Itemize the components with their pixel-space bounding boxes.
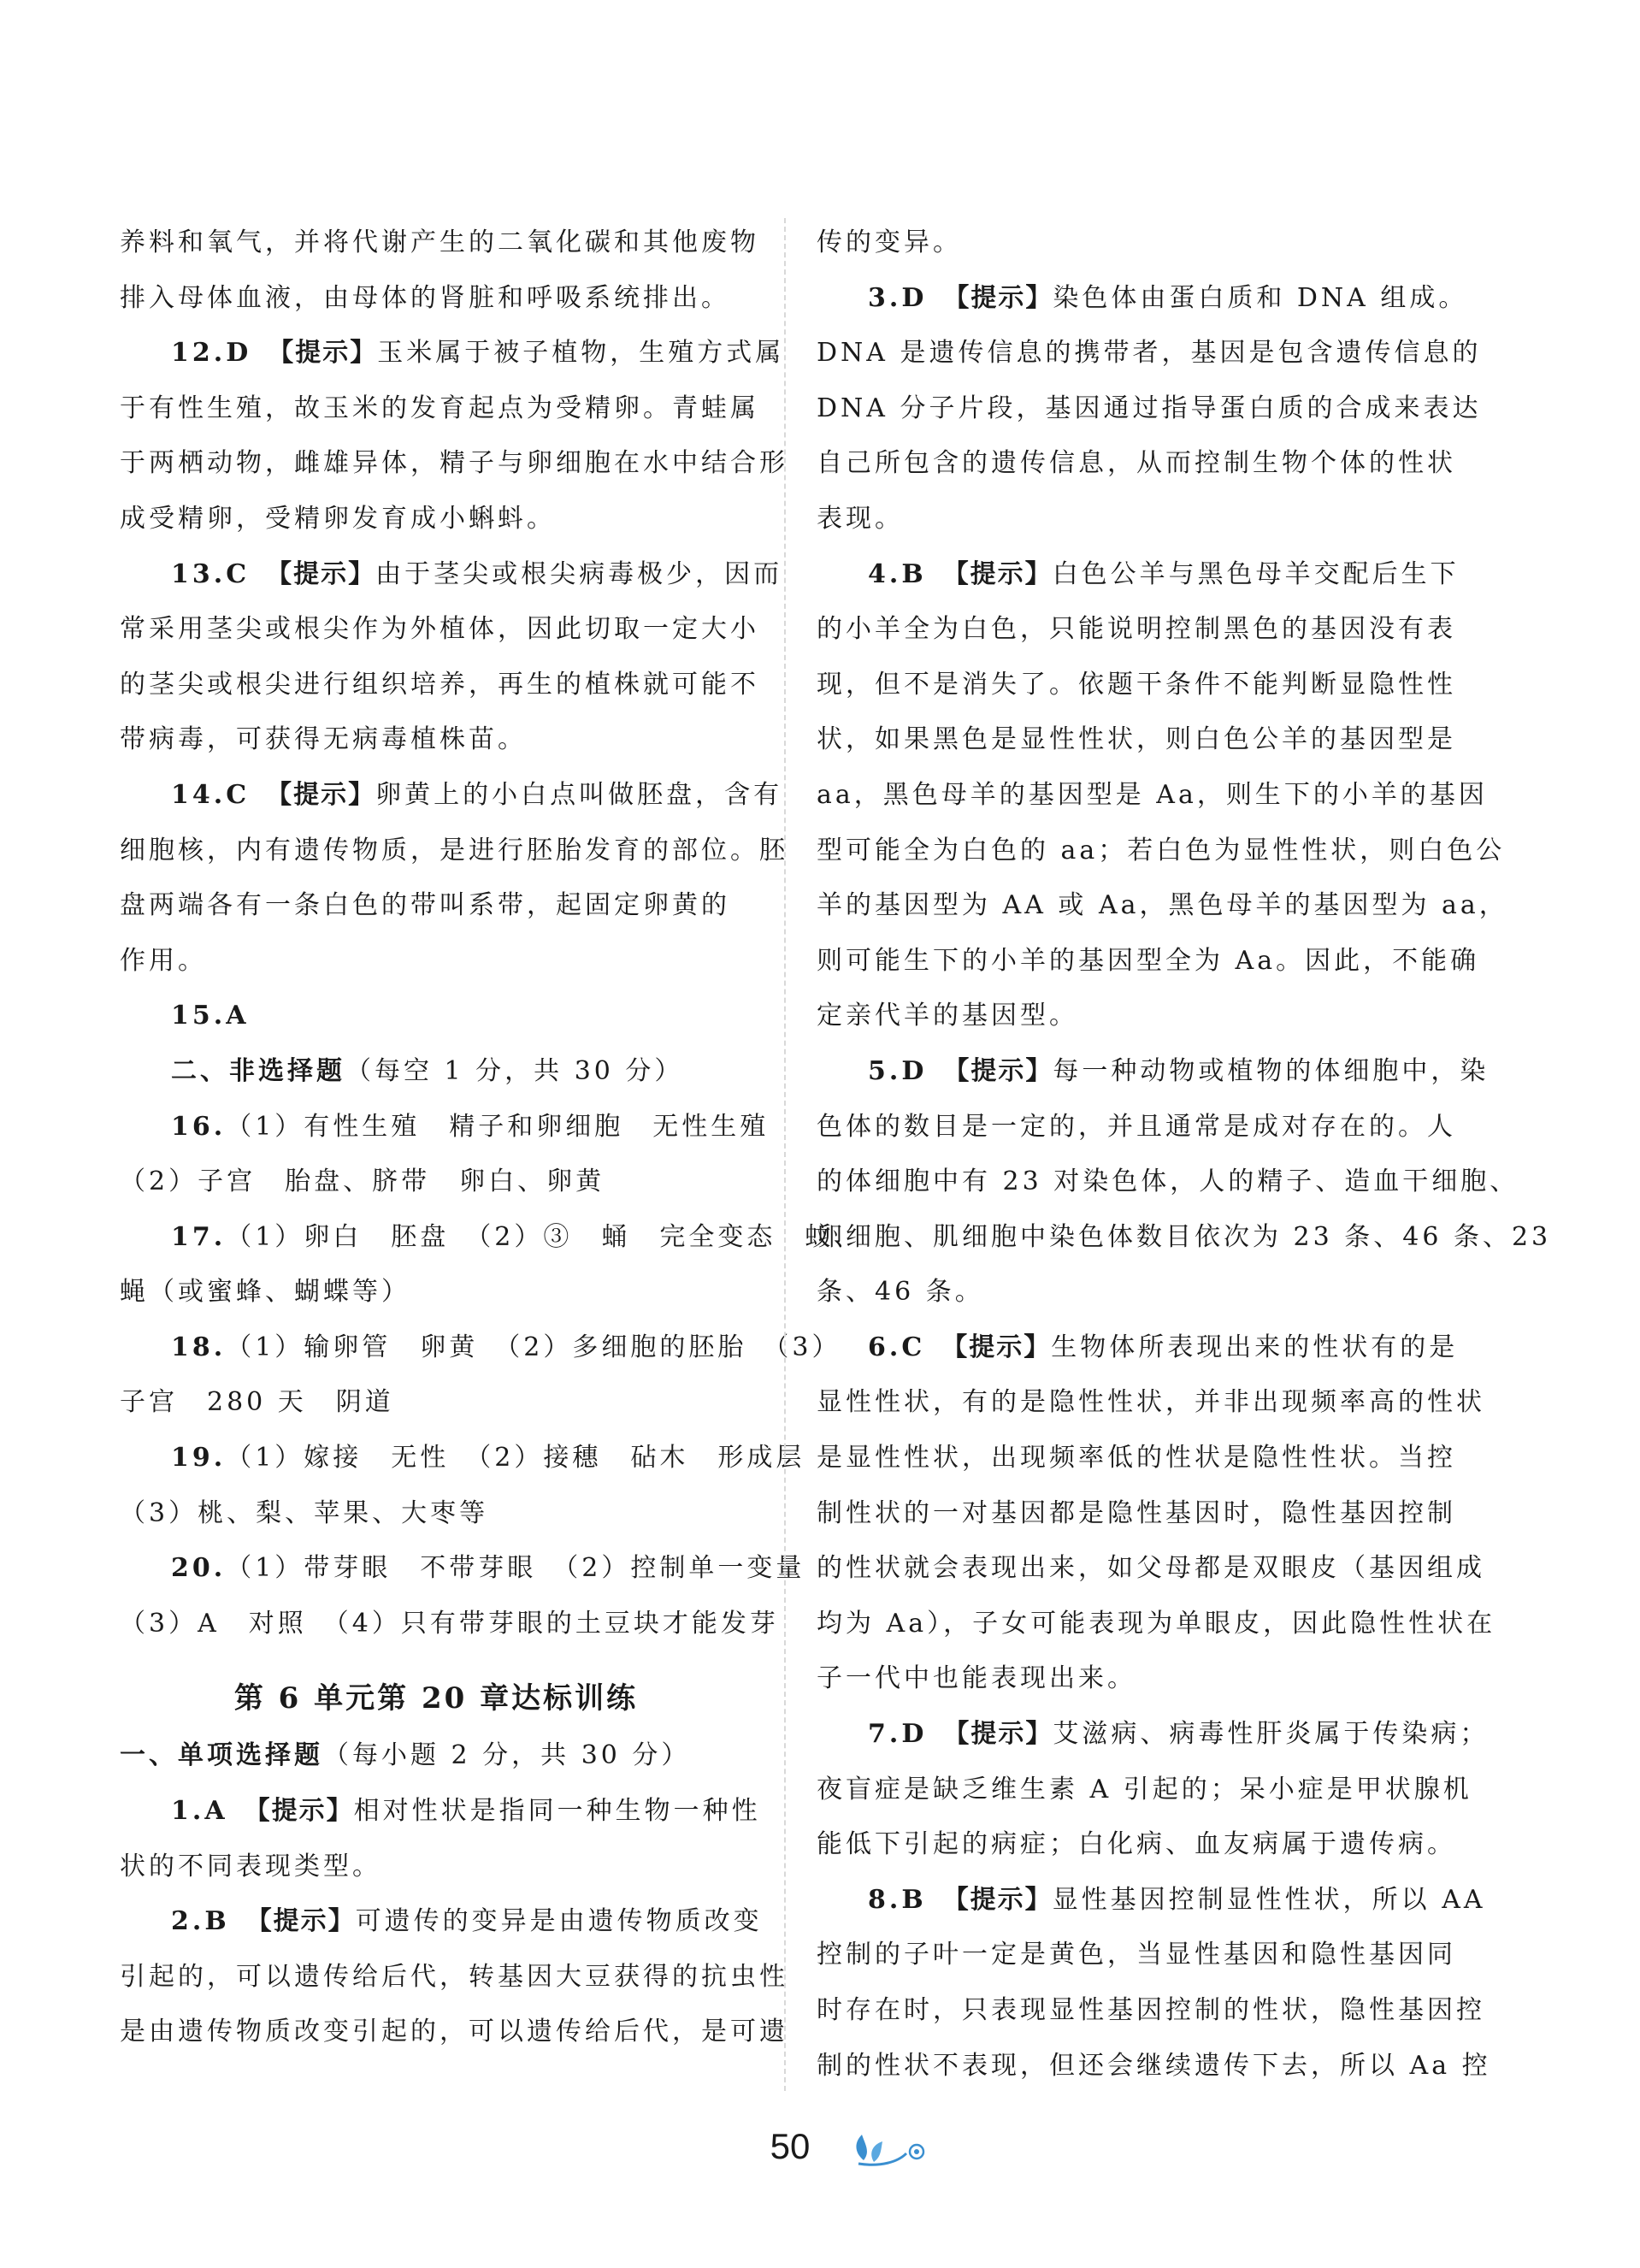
line-text: 盘两端各有一条白色的带叫系带，起固定卵黄的	[120, 890, 730, 921]
hint-label: 【提示】	[244, 1796, 354, 1827]
text-line	[817, 1707, 1490, 1763]
line-text: 玉米属于被子植物，生殖方式属	[377, 338, 785, 369]
line-text: 自己所包含的遗传信息，从而控制生物个体的性状	[817, 448, 1456, 479]
text-line	[817, 381, 1482, 437]
line-text: 于有性生殖，故玉米的发育起点为受精卵。青蛙属	[120, 393, 759, 423]
line-text: 由于茎尖或根尖病毒极少，因而	[375, 558, 783, 589]
question-number: 16.	[171, 1111, 227, 1142]
question-number: 18.	[171, 1332, 227, 1362]
line-text: 蝇（或蜜蜂、蝴蝶等）	[120, 1277, 410, 1308]
line-text: 色体的数目是一定的，并且通常是成对存在的。人	[817, 1111, 1456, 1142]
text-line	[817, 216, 1449, 271]
text-line	[817, 1541, 1485, 1597]
line-text: 染色体由蛋白质和 DNA 组成。	[1053, 282, 1468, 313]
hint-label: 【提示】	[268, 338, 378, 369]
line-text: （每小题 2 分，共 30 分）	[323, 1740, 691, 1771]
question-number: 3.D	[868, 282, 928, 313]
question-number: 14.C	[171, 779, 251, 810]
text-line	[120, 1155, 752, 1210]
question-number: 19.	[171, 1443, 227, 1474]
line-text: 表现。	[817, 503, 904, 534]
text-line	[817, 824, 1506, 879]
text-line	[817, 547, 1460, 603]
text-line	[120, 934, 752, 989]
text-line	[120, 1840, 752, 1895]
question-number: 13.C	[171, 558, 251, 589]
text-line	[120, 712, 752, 768]
left-column	[120, 216, 864, 2060]
text-line	[817, 1983, 1485, 2039]
line-text: （1）输卵管 卵黄 （2）多细胞的胚胎 （3）	[226, 1332, 841, 1362]
line-text: 卵黄上的小白点叫做胚盘，含有	[375, 779, 783, 810]
section-heading: 二、非选择题	[171, 1055, 345, 1086]
text-line	[817, 602, 1456, 658]
line-text: （1）卵白 胚盘 （2）③ 蛹 完全变态 蚊、	[226, 1221, 864, 1252]
text-line	[120, 1597, 779, 1652]
line-text: 显性性状，有的是隐性性状，并非出现频率高的性状	[817, 1387, 1485, 1418]
line-text: 成受精卵，受精卵发育成小蝌蚪。	[120, 503, 556, 534]
text-line	[120, 1784, 761, 1840]
text-line	[817, 2039, 1491, 2094]
line-text: DNA 是遗传信息的携带者，基因是包含遗传信息的	[817, 338, 1482, 369]
text-line	[817, 1651, 1449, 1707]
line-text: aa，黑色母羊的基因型是 Aa，则生下的小羊的基因	[817, 779, 1488, 810]
line-text: 生物体所表现出来的性状有的是	[1051, 1332, 1459, 1362]
line-text: 定亲代羊的基因型。	[817, 1001, 1078, 1031]
text-line	[817, 878, 1508, 934]
text-line	[817, 1928, 1456, 1983]
line-text: 制性状的一对基因都是隐性基因时，隐性基因控制	[817, 1497, 1456, 1528]
line-text: 引起的，可以遗传给后代，转基因大豆获得的抗虫性	[120, 1961, 788, 1992]
line-text: 传的变异。	[817, 227, 962, 257]
text-line	[817, 1320, 1459, 1376]
text-line	[817, 492, 1449, 547]
line-text: （1）有性生殖 精子和卵细胞 无性生殖	[226, 1111, 770, 1142]
line-text: 型可能全为白色的 aa；若白色为显性性状，则白色公	[817, 835, 1506, 865]
text-line	[120, 1894, 763, 1950]
column-divider	[784, 218, 786, 2091]
text-line	[120, 1044, 752, 1100]
line-text: 子宫 280 天 阴道	[120, 1387, 394, 1418]
line-text: 的茎尖或根尖进行组织培养，再生的植株就可能不	[120, 669, 759, 700]
text-line	[817, 1044, 1490, 1100]
text-line	[120, 824, 788, 879]
hint-label: 【提示】	[942, 1884, 1053, 1915]
line-text: 于两栖动物，雌雄异体，精子与卵细胞在水中结合形	[120, 448, 788, 479]
hint-label: 【提示】	[245, 1906, 356, 1937]
text-line	[817, 989, 1449, 1044]
hint-label: 【提示】	[266, 558, 376, 589]
line-text: 子一代中也能表现出来。	[817, 1663, 1136, 1694]
line-text: 控制的子叶一定是黄色，当显性基因和隐性基因同	[817, 1940, 1456, 1970]
text-line	[120, 1950, 788, 2005]
line-text: 白色公羊与黑色母羊交配后生下	[1052, 558, 1460, 589]
text-line	[120, 878, 752, 934]
text-line	[817, 326, 1482, 381]
hint-label: 【提示】	[942, 558, 1053, 589]
line-text: （1）带芽眼 不带芽眼 （2）控制单一变量	[226, 1553, 805, 1584]
question-number: 8.B	[868, 1884, 927, 1915]
text-line	[120, 1265, 752, 1320]
line-text: 相对性状是指同一种生物一种性	[353, 1796, 761, 1827]
text-line	[817, 1486, 1456, 1542]
line-text: 显性基因控制显性性状，所以 AA	[1052, 1884, 1486, 1915]
question-number: 1.A	[171, 1796, 228, 1827]
text-line	[120, 2005, 788, 2060]
text-line	[120, 271, 752, 327]
text-line	[120, 768, 783, 824]
text-line	[817, 712, 1456, 768]
text-line	[120, 1210, 864, 1266]
text-line	[817, 1873, 1486, 1928]
line-text: 排入母体血液，由母体的肾脏和呼吸系统排出。	[120, 282, 730, 313]
text-line	[120, 1375, 752, 1431]
line-text: 每一种动物或植物的体细胞中，染	[1053, 1055, 1490, 1086]
text-line	[120, 326, 785, 381]
text-line	[120, 436, 788, 492]
text-line	[120, 492, 752, 547]
line-text: 艾滋病、病毒性肝炎属于传染病；	[1053, 1719, 1490, 1750]
line-text: 是由遗传物质改变引起的，可以遗传给后代，是可遗	[120, 2017, 788, 2047]
question-number: 7.D	[868, 1719, 928, 1750]
line-text: 作用。	[120, 945, 207, 976]
line-text: （3）桃、梨、苹果、大枣等	[120, 1497, 489, 1528]
line-text: 状的不同表现类型。	[120, 1851, 381, 1881]
line-text: DNA 分子片段，基因通过指导蛋白质的合成来表达	[817, 393, 1482, 423]
line-text: （2）子宫 胎盘、脐带 卵白、卵黄	[120, 1166, 605, 1197]
text-line	[817, 1763, 1472, 1818]
text-line	[120, 1320, 841, 1376]
text-line	[817, 934, 1480, 989]
line-text: 细胞核，内有遗传物质，是进行胚胎发育的部位。胚	[120, 835, 788, 865]
line-text: 均为 Aa），子女可能表现为单眼皮，因此隐性性状在	[817, 1608, 1496, 1639]
hint-label: 【提示】	[943, 1055, 1053, 1086]
line-text: （1）嫁接 无性 （2）接穗 砧木 形成层	[226, 1443, 805, 1474]
text-line	[817, 1431, 1456, 1486]
line-text: 的体细胞中有 23 对染色体，人的精子、造血干细胞、	[817, 1166, 1519, 1197]
text-line	[817, 658, 1456, 713]
page-number: 50	[770, 2126, 811, 2166]
question-number: 12.D	[171, 338, 252, 369]
line-text: 能低下引起的病症；白化病、血友病属于遗传病。	[817, 1829, 1456, 1860]
text-line	[120, 989, 752, 1044]
line-text: 卵细胞、肌细胞中染色体数目依次为 23 条、46 条、23	[817, 1221, 1552, 1252]
text-line	[817, 1100, 1456, 1155]
text-line	[120, 1100, 770, 1155]
text-line	[120, 381, 759, 437]
text-line	[817, 436, 1456, 492]
text-line	[817, 1375, 1485, 1431]
line-text: 夜盲症是缺乏维生素 A 引起的；呆小症是甲状腺机	[817, 1774, 1472, 1804]
line-text: 的小羊全为白色，只能说明控制黑色的基因没有表	[817, 614, 1456, 645]
line-text: 养料和氧气，并将代谢产生的二氧化碳和其他废物	[120, 227, 759, 257]
text-line	[817, 1817, 1456, 1873]
text-line	[817, 1597, 1496, 1652]
line-text: 状，如果黑色是显性性状，则白色公羊的基因型是	[817, 724, 1456, 755]
hint-label: 【提示】	[943, 1719, 1053, 1750]
question-number: 5.D	[868, 1055, 928, 1086]
text-line	[817, 1265, 1449, 1320]
text-line	[817, 1210, 1552, 1266]
page-number-area	[0, 2126, 1640, 2167]
question-number: 17.	[171, 1221, 227, 1252]
swirl-leaf-icon	[847, 2128, 949, 2169]
line-text: 是显性性状，出现频率低的性状是隐性性状。当控	[817, 1443, 1456, 1474]
text-line	[120, 1486, 752, 1542]
section-heading: 一、单项选择题	[120, 1740, 323, 1771]
question-number: 15.A	[171, 1001, 250, 1031]
question-number: 6.C	[868, 1332, 926, 1362]
hint-label: 【提示】	[943, 282, 1053, 313]
question-number: 20.	[171, 1553, 227, 1584]
text-line	[120, 1541, 805, 1597]
line-text: 带病毒，可获得无病毒植株苗。	[120, 724, 527, 755]
text-line	[120, 1431, 805, 1486]
text-line	[120, 547, 783, 603]
text-line	[817, 1155, 1519, 1210]
line-text: 可遗传的变异是由遗传物质改变	[355, 1906, 763, 1937]
line-text: 常采用茎尖或根尖作为外植体，因此切取一定大小	[120, 614, 759, 645]
question-number: 4.B	[868, 558, 927, 589]
line-text: （每空 1 分，共 30 分）	[345, 1055, 684, 1086]
text-line	[817, 271, 1468, 327]
line-text: 则可能生下的小羊的基因型全为 Aa。因此，不能确	[817, 945, 1480, 976]
line-text: 条、46 条。	[817, 1277, 984, 1308]
question-number: 2.B	[171, 1906, 230, 1937]
right-column	[817, 216, 1552, 2094]
line-text: 制的性状不表现，但还会继续遗传下去，所以 Aa 控	[817, 2050, 1491, 2081]
text-line	[817, 768, 1488, 824]
line-text: 羊的基因型为 AA 或 Aa，黑色母羊的基因型为 aa，	[817, 890, 1508, 921]
text-line	[120, 1728, 752, 1784]
line-text: 时存在时，只表现显性基因控制的性状，隐性基因控	[817, 1995, 1485, 2025]
text-line	[120, 216, 759, 271]
text-line	[120, 602, 759, 658]
chapter-title: 第 6 单元第 20 章达标训练	[233, 1681, 639, 1716]
line-text: 的性状就会表现出来，如父母都是双眼皮（基因组成	[817, 1553, 1485, 1584]
hint-label: 【提示】	[266, 779, 376, 810]
line-text: （3）A 对照 （4）只有带芽眼的土豆块才能发芽	[120, 1608, 779, 1639]
hint-label: 【提示】	[941, 1332, 1052, 1362]
line-text: 现，但不是消失了。依题干条件不能判断显隐性性	[817, 669, 1456, 700]
text-line	[120, 658, 759, 713]
